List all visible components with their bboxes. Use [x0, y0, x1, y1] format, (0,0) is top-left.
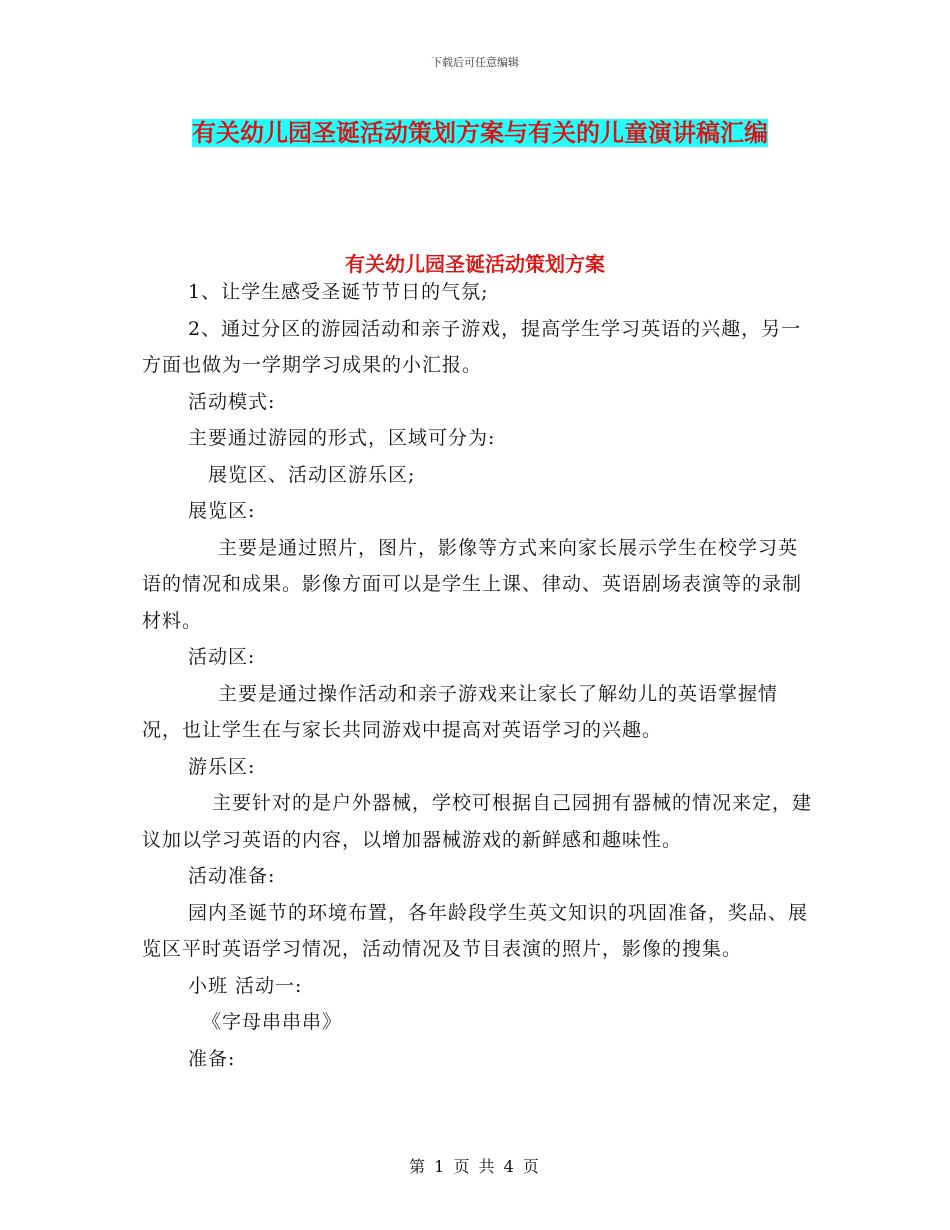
page-footer: 第 1 页 共 4 页	[409, 1157, 541, 1176]
paragraph: 展览区、活动区游乐区;	[208, 463, 416, 486]
paragraph: 园内圣诞节的环境布置，各年龄段学生英文知识的巩固准备，奖品、展览区平时英语学习情况，活动情况及节目表演的照片，影像的搜集。	[142, 901, 809, 960]
paragraph: 小班 活动一:	[188, 974, 303, 997]
paragraph: 活动准备:	[188, 865, 276, 887]
paragraph: 主要针对的是户外器械，学校可根据自己园拥有器械的情况来定，建议加以学习英语的内容，以增加器械游戏的新鲜感和趣味性。	[142, 792, 813, 851]
paragraph: 1、让学生感受圣诞节节日的气氛;	[188, 281, 489, 303]
section-title: 有关幼儿园圣诞活动策划方案	[345, 252, 605, 276]
paragraph: 2、通过分区的游园活动和亲子游戏，提高学生学习英语的兴趣，另一方面也做为一学期学习成果的小汇报。	[142, 317, 802, 376]
paragraph: 主要是通过操作活动和亲子游戏来让家长了解幼儿的英语掌握情况，也让学生在与家长共同游戏中提高对英语学习的兴趣。	[142, 682, 779, 741]
paragraph: 主要通过游园的形式，区域可分为:	[188, 427, 496, 449]
paragraph: 《字母串串串》	[202, 1011, 343, 1033]
document-title-text: 有关幼儿园圣诞活动策划方案与有关的儿童演讲稿汇编	[192, 119, 768, 147]
document-body	[142, 274, 812, 1077]
paragraph: 活动区:	[188, 646, 256, 668]
paragraph: 准备:	[188, 1047, 236, 1070]
document-title	[140, 111, 820, 155]
paragraph: 展览区:	[188, 500, 256, 522]
paragraph: 活动模式:	[188, 390, 276, 413]
paragraph: 主要是通过照片，图片，影像等方式来向家长展示学生在校学习英语的情况和成果。影像方面可以是学生上课、律动、英语剧场表演等的录制材料。	[142, 536, 803, 632]
paragraph: 游乐区:	[188, 755, 256, 778]
header-note: 下载后可任意编辑	[431, 56, 519, 69]
